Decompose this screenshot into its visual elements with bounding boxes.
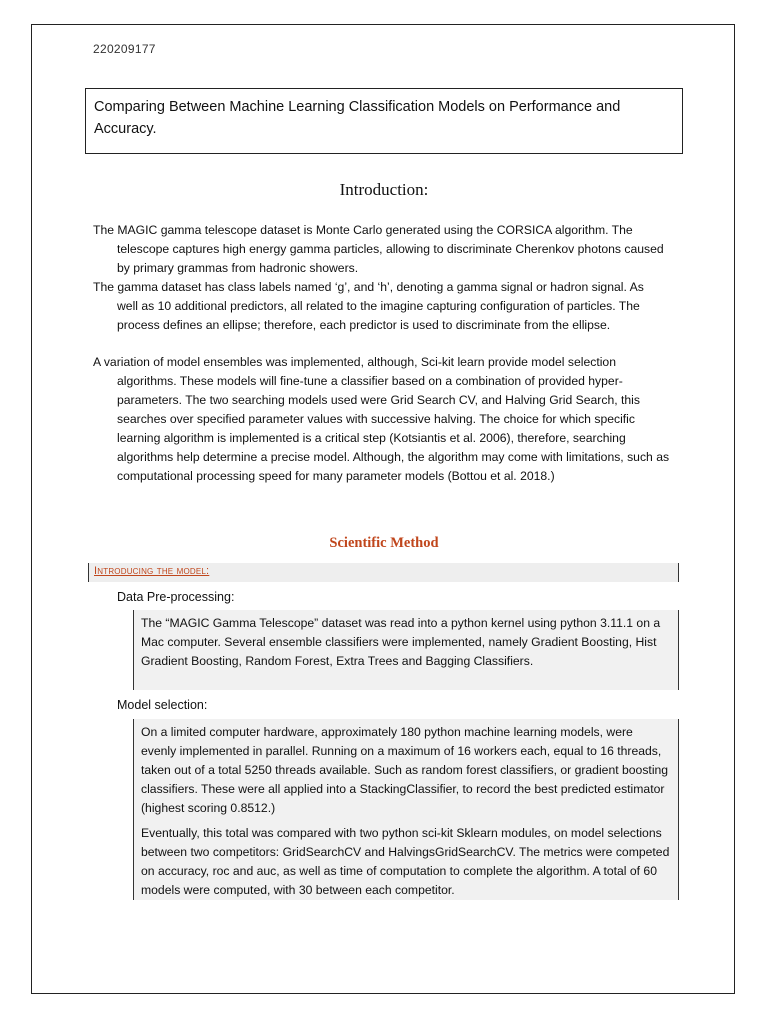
introducing-model-label: Introducing the model: [94,565,210,577]
document-id: 220209177 [93,42,156,56]
model-selection-box [133,719,679,900]
paragraph-first-line: A variation of model ensembles was implemented, although, Sci-kit learn provide model selection [93,355,616,369]
data-preprocessing-heading: Data Pre-processing: [117,590,235,604]
data-preprocessing-text: The “MAGIC Gamma Telescope” dataset was read into a python kernel using python 3.11.1 on a Mac computer. Several ensemble classifiers were implemented, namely Gradient Boosting, Hist Gradient Boosting, Random Forest, Extra Trees and Bagging Classifiers. [141,616,661,668]
model-selection-text-2: Eventually, this total was compared with two python sci-kit Sklearn modules, on model selections between two competitors: GridSearchCV and HalvingsGridSearchCV. The metrics were competed on accuracy, roc and auc, as well as time of computation to complete the algorithm. A total of 60 models were computed, with 30 between each competitor. [141,826,670,897]
intro-paragraph-1 [93,221,673,278]
scientific-method-heading: Scientific Method [329,535,439,551]
model-selection-text-1: On a limited computer hardware, approximately 180 python machine learning models, were evenly implemented in parallel. Running on a maximum of 16 workers each, equal to 16 threads, taken out of a total 5250 threads available. Such as random forest classifiers, or gradient boosting classifiers. These were all applied into a StackingClassifier, to record the best predicted estimator (highest scoring 0.8512.) [141,725,669,815]
document-title: Comparing Between Machine Learning Classification Models on Performance and Accuracy. [94,99,621,137]
paragraph-continuation: telescope captures high energy gamma particles, allowing to discriminate Cherenkov photons caused by primary grammas from hadronic showers. [117,242,664,275]
title-box [85,88,683,154]
paragraph-continuation: algorithms. These models will fine-tune a classifier based on a combination of provided hyper-parameters. The two searching models used were Grid Search CV, and Halving Grid Search, this searches over specified parameter values with successive halving. The choice for which specific learning algorithm is implemented is a critical step (Kotsiantis et al. 2006), therefore, searching algorithms help determine a precise model. Although, the algorithm may come with limitations, such as computational processing speed for many parameter models (Bottou et al. 2018.) [117,374,670,483]
intro-paragraph-3 [93,353,673,486]
model-selection-heading: Model selection: [117,698,208,712]
introduction-heading: Introduction: [339,180,429,199]
paragraph-continuation: well as 10 additional predictors, all related to the imagine capturing configuration of particles. The process defines an ellipse; therefore, each predictor is used to discriminate from the ellipse. [117,299,640,332]
paragraph-first-line: The gamma dataset has class labels named ‘g’, and ‘h’, denoting a gamma signal or hadron signal. As [93,280,644,294]
paragraph-first-line: The MAGIC gamma telescope dataset is Monte Carlo generated using the CORSICA algorithm. The [93,223,633,237]
intro-paragraph-2 [93,278,673,335]
data-preprocessing-box [133,610,679,690]
section-bar [88,563,679,582]
